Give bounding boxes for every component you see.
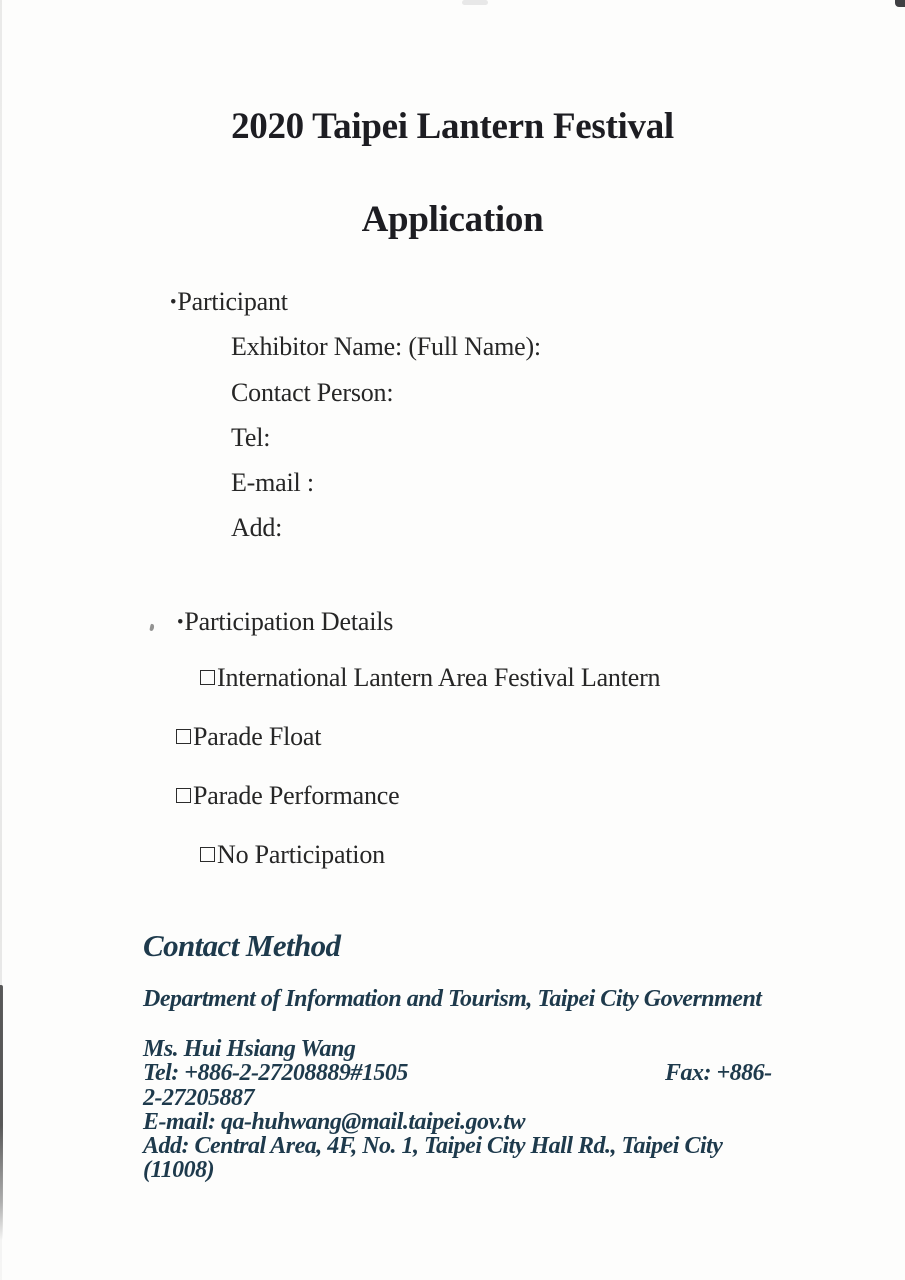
bullet-icon: •: [170, 292, 177, 313]
contact-department: Department of Information and Tourism, Taipei City Government: [143, 986, 762, 1012]
contact-person-name: Ms. Hui Hsiang Wang: [143, 1036, 356, 1062]
bullet-icon: •: [177, 612, 184, 633]
option-label: Parade Performance: [193, 781, 400, 810]
option-international-lantern: [200, 663, 660, 693]
checkbox-icon: [200, 670, 215, 685]
contact-address-line1: Add: Central Area, 4F, No. 1, Taipei City Hall Rd., Taipei City: [143, 1133, 723, 1159]
contact-fax-part2: 2-27205887: [143, 1085, 254, 1111]
document-title: 2020 Taipei Lantern Festival: [231, 106, 674, 147]
field-label-email: E-mail :: [231, 468, 314, 497]
field-label-add: Add:: [231, 513, 283, 542]
contact-method-heading: Contact Method: [143, 928, 341, 963]
scan-left-edge-dark-line: [0, 985, 3, 1240]
field-label-contact-person: Contact Person:: [231, 378, 394, 407]
option-label: International Lantern Area Festival Lantern: [217, 663, 661, 692]
participation-heading: [177, 607, 393, 637]
participant-heading-label: Participant: [177, 287, 288, 316]
contact-email: E-mail: qa-huhwang@mail.taipei.gov.tw: [143, 1109, 525, 1135]
checkbox-icon: [176, 788, 191, 803]
scan-corner-mark: [895, 0, 905, 7]
participant-heading: [170, 287, 288, 317]
checkbox-icon: [176, 729, 191, 744]
field-label-tel: Tel:: [231, 423, 271, 452]
scan-stray-mark: [149, 624, 154, 632]
option-no-participation: [200, 840, 385, 870]
option-parade-float: [176, 722, 321, 752]
contact-address-line2: (11008): [143, 1157, 215, 1183]
scan-smudge: [462, 0, 488, 5]
contact-tel: Tel: +886-2-27208889#1505: [143, 1060, 408, 1086]
option-label: Parade Float: [193, 722, 322, 751]
participation-heading-label: Participation Details: [184, 607, 394, 636]
field-label-exhibitor-name: Exhibitor Name: (Full Name):: [231, 332, 541, 361]
document-subtitle: Application: [361, 199, 544, 240]
option-parade-performance: [176, 781, 399, 811]
contact-fax-part1: Fax: +886-: [665, 1060, 772, 1086]
checkbox-icon: [200, 847, 215, 862]
option-label: No Participation: [217, 840, 385, 869]
